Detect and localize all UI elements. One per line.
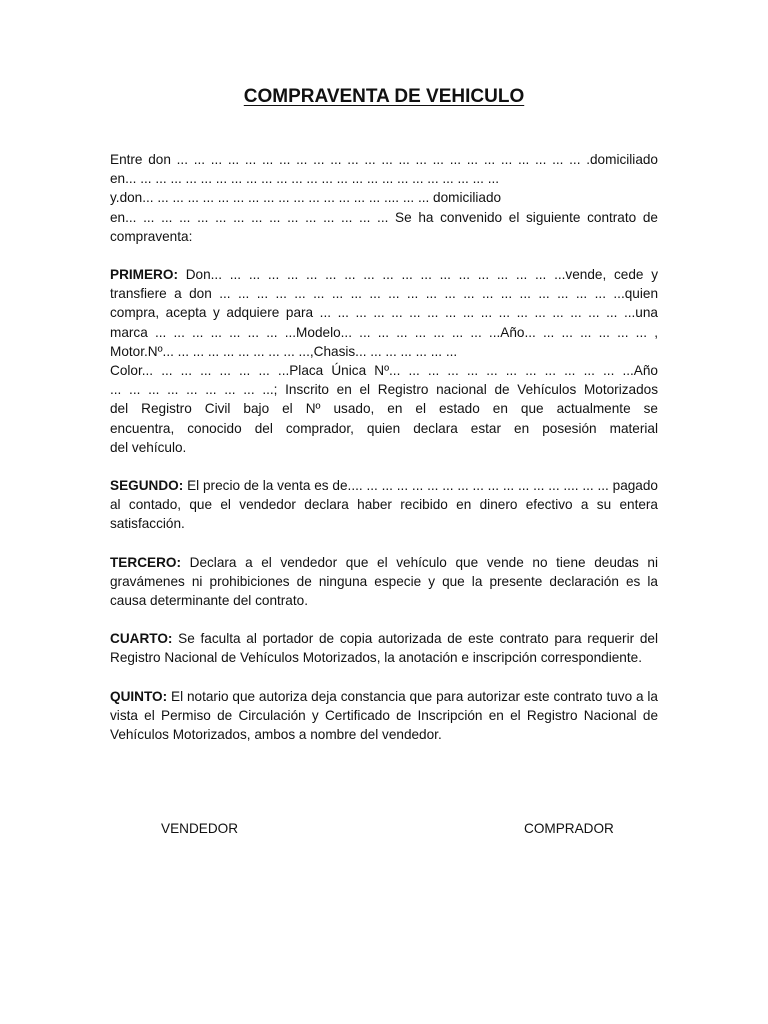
intro-line: compraventa: [110,228,193,244]
clause-cuarto [110,629,658,667]
primero-line [110,265,658,284]
primero-text: Don... ... ... ... ... ... ... ... ... ... ... ... ... ... ... ... ... ... ...vende, cede y [185,267,658,283]
primero-line: compra, acepta y adquiere para ... ... ... ... ... ... ... ... ... ... ... ... ... ... ... ... ... ...una [110,305,658,321]
intro-line: Entre don ... ... ... ... ... ... ... ... ... ... ... ... ... ... ... ... ... ... ... ... ... ... ... ... .domiciliado [110,152,658,167]
seller-signature-label: VENDEDOR [161,821,239,836]
primero-line: Color... ... ... ... ... ... ... ...Placa Única Nº... ... ... ... ... ... ... ... ... ... ... ... ...Año [110,363,658,379]
clause-segundo [110,476,658,534]
clause-text: Declara a el vendedor que el vehículo que vende no tiene deudas ni gravámenes ni prohibiciones de ninguna especie y que la presente declaración es la causa determinante del contrato. [110,554,659,609]
primero-line: Motor.Nº... ... ... ... ... ... ... ... ... ...,Chasis... ... ... ... ... ... ... [110,343,458,359]
primero-line: del vehículo. [110,439,187,455]
intro-paragraph [110,150,658,246]
clause-label: QUINTO: [110,688,168,704]
clause-text: El precio de la venta es de.... ... ... ... ... ... ... ... ... ... ... ... ... ... .... ... ... pagado al contado, que el vendedor declara haber recibido en dinero efectivo a su entera satisfacción. [110,478,658,532]
document-title: COMPRAVENTA DE VEHICULO [243,86,525,107]
clause-primero [110,265,658,457]
clause-label: PRIMERO: [110,267,178,283]
intro-line: en... ... ... ... ... ... ... ... ... ... ... ... ... ... ... ... ... ... ... ... ... ... ... ... ... [110,171,500,187]
primero-line: del Registro Civil bajo el Nº usado, en el estado en que actualmente se [110,401,658,417]
intro-line: en... ... ... ... ... ... ... ... ... ... ... ... ... ... ... Se ha convenido el siguiente contrato de [110,209,658,225]
primero-line: encuentra, conocido del comprador, quien declara estar en posesión material [110,420,658,436]
primero-line: ... ... ... ... ... ... ... ... ...; Inscrito en el Registro nacional de Vehículos Motorizados [110,382,658,398]
clause-quinto [110,687,658,745]
clause-text: El notario que autoriza deja constancia que para autorizar este contrato tuvo a la vista el Permiso de Circulación y Certificado de Inscripción en el Registro Nacional de Vehículos Motorizados, ambos a nombre del vendedor. [110,688,658,743]
clause-text: Se faculta al portador de copia autorizada de este contrato para requerir del Registro Nacional de Vehículos Motorizados, la anotación e inscripción correspondiente. [110,631,658,666]
primero-line: marca ... ... ... ... ... ... ... ...Modelo... ... ... ... ... ... ... ... ...Año... ... ... ... ... ... ... , [110,324,658,340]
clause-label: TERCERO: [110,554,181,570]
primero-line: transfiere a don ... ... ... ... ... ... ... ... ... ... ... ... ... ... ... ... ... ... ... ... ... ...quien [110,286,658,302]
clause-label: SEGUNDO: [110,478,184,494]
intro-line: y.don... ... ... ... ... ... ... ... ... ... ... ... ... ... ... ... .... ... ... domiciliado [110,190,502,206]
buyer-signature-label: COMPRADOR [524,821,614,836]
document-body [110,150,658,763]
clause-label: CUARTO: [110,631,173,647]
clause-tercero [110,553,658,611]
